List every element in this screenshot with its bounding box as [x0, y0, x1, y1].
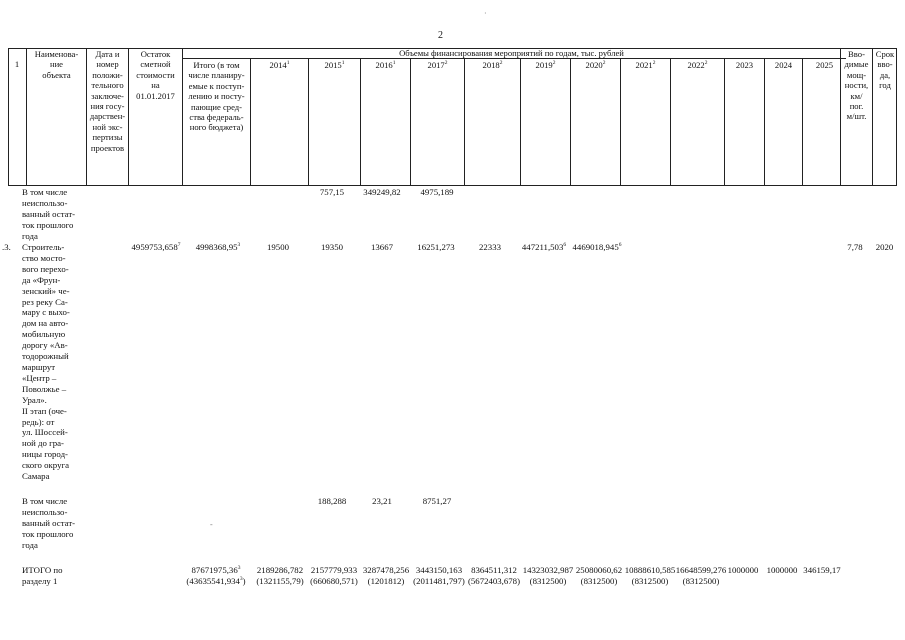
row1-2016: 349249,82	[363, 187, 401, 197]
total-2020: 25080060,62 (8312500)	[575, 565, 623, 586]
row3-2016: 23,21	[372, 496, 392, 506]
header-group-title: Объемы финансирования мероприятий по годам, тыс. рублей	[182, 48, 840, 58]
row1-2017: 4975,189	[420, 187, 454, 197]
row2-2019: 447211,503$^6$	[521, 242, 567, 252]
header-index-label: 1	[14, 59, 20, 70]
row2-2017: 16251,273	[417, 242, 455, 252]
header-year-2020: 2020$^2$	[570, 58, 620, 186]
row-unused-balance-label-2: В том числе неиспользо- ванный остат- ток прошлого года	[22, 496, 76, 550]
header-year-2024: 2024	[764, 58, 802, 186]
total-2017: 3443150,163 (2011481,797)	[413, 565, 465, 586]
row2-2018: 22333	[479, 242, 501, 252]
header-term: Срок вво- да, год	[872, 48, 897, 186]
row2-total: 4998368,95$^3$	[195, 242, 241, 252]
row-unused-balance-label: В том числе неиспользо- ванный остат- ток прошлого года	[22, 187, 76, 241]
header-year-2018: 2018$^2$	[464, 58, 520, 186]
header-year-2017: 2017$^2$	[410, 58, 464, 186]
row2-term: 2020	[875, 242, 894, 252]
header-year-2023: 2023	[724, 58, 764, 186]
total-2015: 2157779,933 (660680,571)	[310, 565, 358, 586]
row1-2015: 757,15	[319, 187, 345, 197]
total-2018: 8364511,312 (5672403,678)	[467, 565, 521, 586]
header-balance: Остаток сметной стоимости на 01.01.2017	[128, 48, 182, 186]
row2-2014: 19500	[267, 242, 289, 252]
header-year-2025: 2025	[802, 58, 846, 186]
header-year-2022: 2022$^2$	[670, 58, 724, 186]
header-year-2019: 2019$^2$	[520, 58, 570, 186]
row2-2016: 13667	[371, 242, 393, 252]
row2-capacity: 7,78	[847, 242, 863, 252]
total-2016: 3287478,256 (1201812)	[362, 565, 410, 586]
header-capacity: Вво- димые мощ- ности, км/ пог. м/шт.	[840, 48, 872, 186]
total-2014: 2189286,782 (1321155,79)	[256, 565, 304, 586]
row2-2015: 19350	[321, 242, 343, 252]
row3-2017: 8751,27	[422, 496, 452, 506]
scan-speck: ·	[484, 9, 487, 18]
row2-2020: 4469018,945$^6$	[572, 242, 622, 252]
total-2025: 346159,17	[803, 565, 841, 575]
total-2019: 14323032,987 (8312500)	[522, 565, 574, 586]
total-2022: 16648599,276 (8312500)	[675, 565, 727, 586]
row2-balance: 4959753,658$^7$	[131, 242, 181, 252]
header-year-2015: 2015$^1$	[308, 58, 360, 186]
row-section-total-label: ИТОГО по разделу 1	[22, 565, 63, 586]
row3-2015: 188,288	[317, 496, 347, 506]
total-2024: 1000000	[766, 565, 798, 575]
total-2023: 1000000	[727, 565, 759, 575]
header-year-2014: 2014$^1$	[250, 58, 308, 186]
header-year-2016: 2016$^1$	[360, 58, 410, 186]
header-expertise: Дата и номер положи- тельного заключе- ния госу- дарствен- ной экс- пертизы проектов	[86, 48, 128, 186]
header-total: Итого (в том числе планиру- емые к поступ- лению и посту- пающие сред- ства федераль- ного бюджета)	[182, 58, 250, 186]
row2-index: .3.	[2, 242, 11, 252]
header-year-2021: 2021$^2$	[620, 58, 670, 186]
scan-speck: -	[210, 520, 213, 529]
row-bridge-construction-label: Строитель- ство мосто- вого перехо- да «Фрун- зенский» че- рез реку Са- мару с выхо- дом на авто- мобильную дорогу «Ав- тодорожный маршрут «Центр – Поволжье – Урал». II этап (оче- редь): от ул. Шоссей- ной до гра- ницы город- ского округа Самара	[22, 242, 70, 482]
total-2021: 10888610,585 (8312500)	[624, 565, 676, 586]
header-object-name: Наименова- ние объекта	[26, 48, 86, 186]
total-overall: 87671975,36$^3$ (43635541,934$^3$)	[186, 565, 246, 586]
header-index	[8, 48, 26, 186]
page-number: 2	[438, 30, 443, 41]
